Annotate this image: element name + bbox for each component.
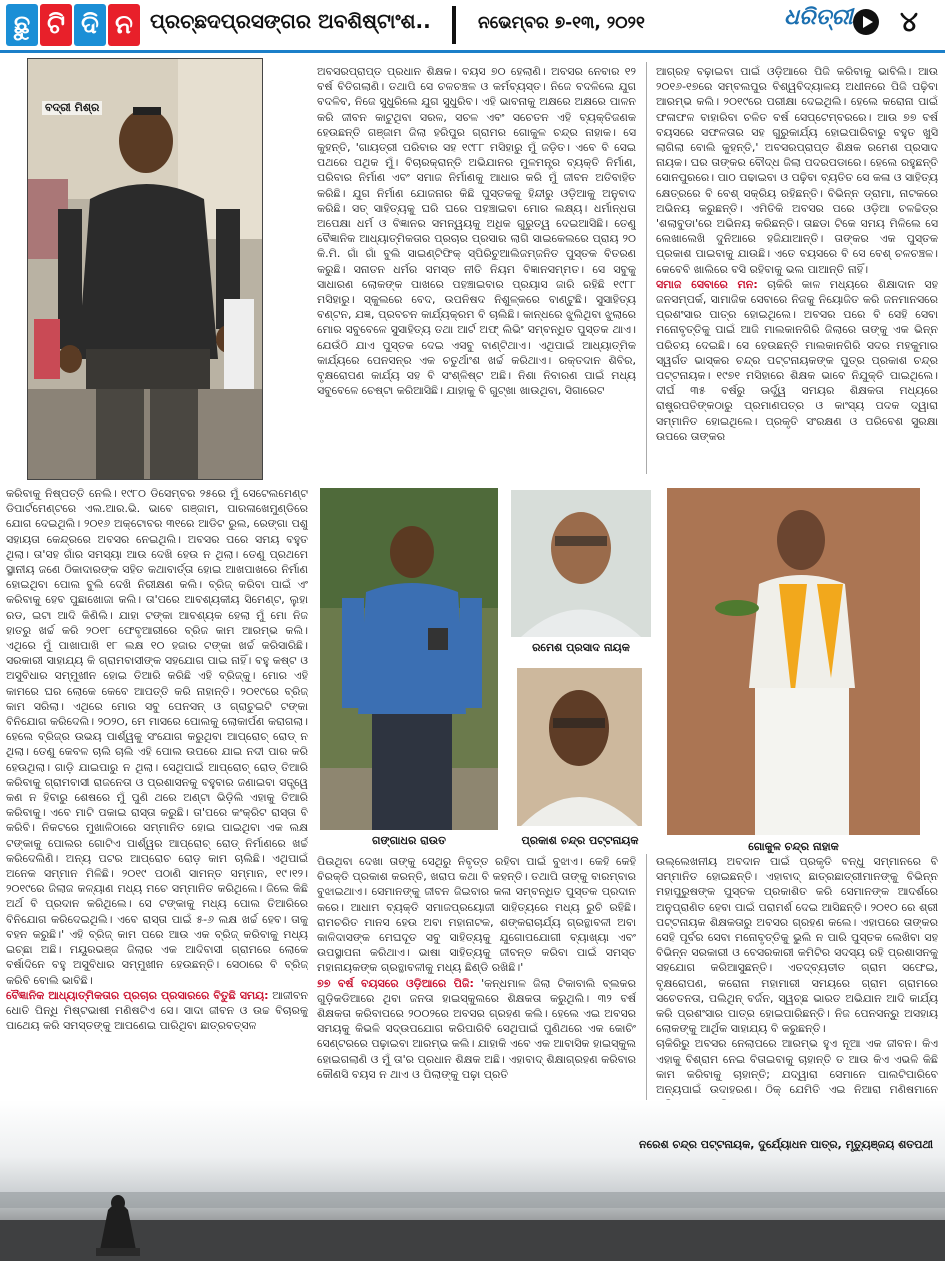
section-letter: ଟି [40,4,72,46]
article-column-mid-top [317,64,636,472]
photo-credits: ନରେଶ ଚନ୍ଦ୍ର ପଟ୍ଟନାୟକ, ଦୁର୍ଯ୍ୟୋଧନ ପାତ୍ର, ମୃତ୍ୟୁଞ୍ଜୟ ଶତପଥୀ [639,1138,933,1151]
paragraph: କରିବାକୁ ନିଷ୍ପତ୍ତି ନେଲି। ୧୯୮୦ ଡିସେମ୍ବର ୨୫ରେ ମୁଁ ସେଟେଲମେଣ୍ଟ ଡିପାର୍ଟମେଣ୍ଟରେ ଏଲ.ଆର.ଭି. ଭାବେ ଗଞ୍ଜାମ, ପାରଳାଖେମୁଣ୍ଡିରେ ଯୋଗ ଦେଇଥିଲି। ୨୦୧୬ ଅକ୍ଟୋବର ୩୧ରେ ଆଡିଟ ରୁଲ, ରେଙ୍ଗା ପଶୁ ସହାୟତା କେନ୍ଦ୍ରରେ ଅବସର ନେଇଥିଲି। ଅବସର ପରେ ସମୟ ବହୁତ ଥିଲା। ତା'ସହ ଗାଁର ସମସ୍ୟା ଆଉ ଦେଖି ହେଉ ନ ଥିଲା। ତେଣୁ ପ୍ରଥମେ ସ୍ଥାନୀୟ ଜଣେ ଠିକାଦାରଙ୍କ ସହିତ କଥାବାର୍ତ୍ତା ହୋଇ ଆଖପାଖରେ ନିର୍ମାଣ ହୋଇଥିବା ପୋଲ ବୁଲି ଦେଖି ନିରୀକ୍ଷଣ କଲି। ବ୍ରିଜ୍ କରିବା ପାଇଁ ଏଂ କରିବାକୁ ହେବ ପୁଛାଖୋଜା କଲି। ତା'ପରେ ଆବଶ୍ୟକୀୟ ସିମେଣ୍ଟ, ଲୁହା ରଡ, ଇଟା ଆଦି କିଣିଲି। ଯାହା ଟଙ୍କା ଆବଶ୍ୟକ ହେଲା ମୁଁ ମୋ ନିଜ ହାତରୁ ଖର୍ଚ୍ଚ କରି ୨୦୧୮ ଫେବୃଆରୀରେ ବ୍ରିଜ କାମ ଆରମ୍ଭ କଲି। ଏଥିରେ ମୁଁ ପାଖାପାଖି ୧୮ ଲକ୍ଷ ୧୦ ହଜାର ଟଙ୍କା ଖର୍ଚ୍ଚ କରିସାରିଛି। ସରକାରୀ ସାହାଯ୍ୟ କି ଗ୍ରାମବାସୀଙ୍କ ସହଯୋଗ ପାଇ ନାହିଁ। ବହୁ କଷ୍ଟ ଓ ଅସୁବିଧାର ସମ୍ମୁଖୀନ ହୋଇ ତିଆରି କରିଛି ଏହି ବ୍ରିଜ୍‌କୁ। ମୋର ଏହି କାମରେ ଘର ଲୋକେ କେବେ ଆପତ୍ତି କରି ନାହାନ୍ତି। ୨୦୧୯ରେ ବ୍ରିଜ୍ କାମ ସରିଲା। ଏଥିରେ ମୋର ସବୁ ପେନସନ୍ ଓ ଗ୍ରାଚୁଇଟି ଟଙ୍କା ବିନିଯୋଗ କରିଦେଲି। ୨୦୨୦, ମେ ମାସରେ ପୋଲକୁ ଲୋକାର୍ପଣ କରାଗଲା। ହେଲେ ବ୍ରିଜ୍‌ର ଉଭୟ ପାର୍ଶ୍ୱକୁ ସଂଯୋଗ କରୁଥିବା ଆପ୍ରୋଚ୍ ରୋଡ୍ ନ ଥିଲା। ତେଣୁ କେବଳ ଚାଲି ଚାଲି ଏହି ପୋଲ ଉପରେ ଯାଇ ନଦୀ ପାର କରି ହେଉଥିଲା। ଗାଡ଼ି ଯାଇପାରୁ ନ ଥିଲା। ସେଥିପାଇଁ ଆପ୍ରୋଚ୍ ରୋଡ୍ ତିଆରି କରିବାକୁ ଗ୍ରାମବାସୀ ରାଜନେତା ଓ ପ୍ରଶାସନକୁ ବହୁବାର ଜଣାଇବା ସତ୍ତ୍ୱେ କଣ ନ ହିବାରୁ ଶେଷରେ ମୁଁ ପୁଣି ଥରେ ଅଣ୍ଟା ଭିଡ଼ିଲି ଏହାକୁ ତିଆରି କରିବାକୁ। ଏବେ ମାଟି ପକାଇ ରାସ୍ତା କରୁଛି। ତା'ପରେ କଂକ୍ରିଟ ରାସ୍ତା ବି କରିବି। ନିକଟରେ ମୁଖାଳିଠାରେ ସମ୍ମାନିତ ହୋଇ ପାଇଥିବା ଏକ ଲକ୍ଷ ଟଙ୍କାକୁ ପୋଲର ଗୋଟିଏ ପାର୍ଶ୍ୱର ଆପ୍ରୋଚ୍ ରୋଡ୍ ନିର୍ମାଣରେ ଖର୍ଚ୍ଚ କରିଦେଲିଣି। ଅନ୍ୟ ପଟର ଆପ୍ରୋଚ ରୋଡ଼ କାମ ଚାଲିଛି। ଏଥିପାଇଁ ଅନେକ ସମ୍ମାନ ମିଳିଛି। ୨୦୧୯ ପଠାଣି ସାମନ୍ତ ସମ୍ମାନ, ୧୯।୧୨।୨୦୧୯ରେ ଜିଲାଜ କଳ୍ୟାଣ ମଧ୍ୟ ମଚେ ସମ୍ମାନିତ କରିଥିଲେ। ଜିଲେ କିଛି ଅର୍ଥ ବି ପ୍ରଦାନ କରିଥିଲେ। ସେ ଟଙ୍କାକୁ ମଧ୍ୟ ପୋଲ ତିଆରିରେ ବିନିଯୋଗ କରିଦେଇଥିଲି। ଏବେ ରାସ୍ତା ପାଇଁ ୫-୬ ଲକ୍ଷ ଖର୍ଚ୍ଚ ହେବ। ତାକୁ ବହନ କରୁଛି।' ଏହି ବ୍ରିଜ୍ କାମ ପରେ ଆଉ ଏକ ବ୍ରିଜ୍ କରିବାକୁ ମଧ୍ୟ ଇଚ୍ଛା ଅଛି। ମୟୂରଭଞ୍ଜ ଜିଲାର ଏକ ଆଦିବାସୀ ଗ୍ରାମରେ ଲୋକେ ବର୍ଷାଦିନେ ବହୁ ଅସୁବିଧାର ସମ୍ମୁଖୀନ ହେଉଛନ୍ତି। ସେଠାରେ ବି ବ୍ରିଜ୍ କରିବି ବୋଲି ଭାବିଛି। [6,487,308,987]
photo-caption: ପ୍ରକାଶ ଚନ୍ଦ୍ର ପଟ୍ଟନାୟକ [521,834,639,847]
subheading: ସମାଜ ସେବାରେ ମନ: [656,277,758,291]
section-letter: ନ [108,4,140,46]
article-column-right-bottom [656,854,938,1116]
paragraph: 'କନ୍ଧମାଳ ଜିଲା ଟିକାବାଲି ବ୍ଲକର ଗୁଡ଼ିକଡିଆରେ ଥିବା ଜନତା ହାଇସ୍କୁଲରେ ଶିକ୍ଷକତା କରୁଥିଲି। ୩୨ ବର୍ଷ ଶିକ୍ଷକତା କରିବାପରେ ୨୦୦୨ରେ ଅବସର ଗ୍ରହଣ କଲି। ହେଲେ ଏଇ ଅବସର ସମୟକୁ କିଭଳି ସଦ୍ଉପଯୋଗ କରିପାରିବି ସେଥିପାଇଁ ପୁଣିଥରେ ଏକ କୋଚିଂ ସେଣ୍ଟରରେ ପଢ଼ାଇବା ଆରମ୍ଭ କଲି। ଯାହାକି ଏବେ ଏକ ଆବାସିକ ହାଇସ୍କୁଲ ହୋଇଗଲାଣି ଓ ମୁଁ ତା'ର ପ୍ରଧାନ ଶିକ୍ଷକ ଅଛି। ଏହାବାଦ୍ ଶିକ୍ଷାଗ୍ରହଣ କରିବାର କୌଣସି ବୟସ ନ ଥାଏ ଓ ପିଲାଙ୍କୁ ପଢ଼ା ପ୍ରତି [317,976,636,1081]
subheading: ବୈଜ୍ଞାନିକ ଆଧ୍ୟାତ୍ମିକତାର ପ୍ରଚାର ପ୍ରସାରରେ ବିତୁଛି ସମୟ: [6,988,269,1002]
bottom-banner-photo [0,1100,945,1261]
photo-caption: ଗୋକୁଳ ଚନ୍ଦ୍ର ନାହାକ [748,840,839,853]
paragraph: ଉଲ୍ଲେଖନୀୟ ଅବଦାନ ପାଇଁ ପ୍ରକୃତି ବନ୍ଧୁ ସମ୍ମାନରେ ବି ସମ୍ମାନିତ ହୋଇଛନ୍ତି। ଏହାବାଦ୍ ଛାତ୍ରଛାତ୍ରୀମାନଙ୍କୁ ବିଭିନ୍ନ ମହାପୁରୁଷଙ୍କ ପୁସ୍ତକ ପ୍ରକାଶିତ କରି ସେମାନଙ୍କ ଆଦର୍ଶରେ ଅନୁପ୍ରାଣିତ ହେବା ପାଇଁ ପରାମର୍ଶ ଦେଇ ଆସିଛନ୍ତି। ୨୦୧୦ ରେ ଶ୍ରୀ ପଟ୍ଟନାୟକ ଶିକ୍ଷକତାରୁ ଅବସର ଗ୍ରହଣ କଲେ। ଏହାପରେ ତାଙ୍କର ସେହି ପୂର୍ବର ସେବା ମନୋବୃତ୍ତିକୁ ଭୁଲି ନ ପାରି ପୁସ୍ତକ ଲେଖିବା ସହ ବିଭିନ୍ନ ସରକାରୀ ଓ ବେସରକାରୀ କମିଟିର ସଦସ୍ୟ ରହି ପ୍ରଶାସନକୁ ସହଯୋଗ କରିଆସୁଛନ୍ତି। ଏତଦ୍‌ବ୍ୟତୀତ ଗ୍ରାମ ସଫେଇ, ବୃକ୍ଷରୋପଣ, କରୋନା ମହାମାରୀ ସମୟରେ ଗ୍ରାମ ଗ୍ରାମରେ ସଚେତନତା, ପଲିଥିନ୍ ବର୍ଜନ, ସ୍ୱଚ୍ଛ ଭାରତ ଅଭିଯାନ ଆଦି କାର୍ଯ୍ୟ କରି ପ୍ରଶଂସାର ପାତ୍ର ହୋଇପାରିଛନ୍ତି। ନିଜ ପେନସନ୍‌ରୁ ଅସହାୟ ଲୋକଙ୍କୁ ଆର୍ଥିକ ସାହାଯ୍ୟ ବି କରୁଛନ୍ତି। [656,855,938,1036]
column-divider [646,854,647,1130]
paragraph: ଚାକିରିରୁ ଅବସର ନେଲାପରେ ଆରମ୍ଭ ହୁଏ ନୂଆ ଏକ ଜୀବନ। କିଏ ଏହାକୁ ବିଶ୍ରାମ ନେଇ ବିତାଇବାକୁ ଚାହାନ୍ତି ତ ଆଉ କିଏ ଏଭଳି କିଛି କାମ କରିବାକୁ ଚାହାନ୍ତି; ଯଦ୍ୱାରା ସେମାନେ ପାଲଟିପାରିବେ ଅନ୍ୟପାଇଁ ଉଦାହରଣ। ଠିକ୍ ଯେମିତି ଏଇ ନିଆରା ମଣିଷମାନେ [656,1037,938,1097]
photo-badri-mishra [27,58,263,480]
photo-byline: ବଦ୍ରୀ ମିଶ୍ର [42,101,102,115]
brand-logo: ଧରିତ୍ରୀ [784,5,853,30]
paragraph: ଅବସରପ୍ରାପ୍ତ ପ୍ରଧାନ ଶିକ୍ଷକ। ବୟସ ୭୦ ହେଲାଣି। ଅବସର ନେବାର ୧୨ ବର୍ଷ ବିତିଗଲାଣି। ତଥାପି ସେ ଚଳଚଞ୍ଚଳ ଓ କର୍ମବ୍ୟସ୍ତ। ନିଜେ ବଦଳିଲେ ଯୁଗ ବଦଳିବ, ନିଜେ ସୁଧୁରିଲେ ଯୁଗ ସୁଧୁରିବ। ଏହି ଭାବନାକୁ ଅକ୍ଷରେ ଅକ୍ଷରେ ପାଳନ କରି ଜୀବନ କାଟୁଥିବା ସରଳ, ସଚଳ ଏବଂ ସଚେତନ ଏହି ବ୍ୟକ୍ତିଜଣକ ହେଉଛନ୍ତି ଗଞ୍ଜାମ ଜିଲା ହରିପୁର ଗ୍ରାମର ଗୋକୁଳ ଚନ୍ଦ୍ର ନାହାକ। ସେ କୁହନ୍ତି, 'ଗାୟତ୍ରୀ ପରିବାର ସହ ୧୯୮୮ ମସିହାରୁ ମୁଁ ଜଡ଼ିତ। ଏବେ ବି ସେଇ ପଥରେ ପଥିକ ମୁଁ। ବିଚାରକ୍ରାନ୍ତି ଅଭିଯାନର ମୁଳମନ୍ତ୍ର ବ୍ୟକ୍ତି ନିର୍ମାଣ, ପରିବାର ନିର୍ମାଣ ଏବଂ ସମାଜ ନିର୍ମାଣକୁ ଆଧାର କରି ମୁଁ ଜୀବନ ଅତିବାହିତ କରିଛି। ଯୁଗ ନିର୍ମାଣ ଯୋଜନାର କିଛି ପୁସ୍ତକକୁ ହିନ୍ଦୀରୁ ଓଡ଼ିଆକୁ ଅନୁବାଦ କରିଛି। ସତ୍ ସାହିତ୍ୟକୁ ଘରି ଘରେ ପହଞ୍ଚାଇବା ମୋର ଲକ୍ଷ୍ୟ। ଧର୍ମାନ୍ଧତା ଅପେକ୍ଷା ଧର୍ମ ଓ ବିଜ୍ଞାନର ସମନ୍ୱୟକୁ ଅଧିକ ଗୁରୁତ୍ୱ ଦେଇଆସିଛି। ତେଣୁ ବୈଜ୍ଞାନିକ ଆଧ୍ୟାତ୍ମିକତାର ପ୍ରଚାର ପ୍ରସାର ଲାଗି ସାଇକେଲରେ ପ୍ରାୟ ୨୦ କି.ମି. ଗାଁ ଗାଁ ବୁଲି ସାଇଣ୍ଟିଫିକ୍ ସ୍ପିରିଚୁଆଲିଜମ୍‌ଜନିତ ପୁସ୍ତକ ବିତରଣ କରୁଛି। ସନାତନ ଧର୍ମର ସମସ୍ତ ନୀତି ନିୟମ ବିଜ୍ଞାନସମ୍ମତ। ସେ ସବୁକୁ ସାଧାରଣ ଲୋକଙ୍କ ପାଖରେ ପହଞ୍ଚାଇବାର ପ୍ରୟାସ ଜାରି ରହିଛି ୧୯୮୮ ମସିହାରୁ। ସ୍କୁଲରେ ବେଦ, ଉପନିଷଦ ନିଶୁଳ୍କରେ ବାଣ୍ଟୁଛି। ସୁସାହିତ୍ୟ ବଣ୍ଟନ, ଯଜ୍ଞ, ପ୍ରବଚନ କାର୍ଯ୍ୟକ୍ରମ ବି ଚାଲିଛି। କାନ୍ଧରେ ଝୁଲିଥିବା ଝୁଲାରେ ମୋର ସବୁବେଳେ ସୁସାହିତ୍ୟ ତଥା ଆର୍ଟ ଅଫ୍ ଲିଭିଂ ସମ୍ବନ୍ଧିତ ପୁସ୍ତକ ଥାଏ। ଯେଉଁଠି ଯାଏ ପୁସ୍ତକ ଦେଇ ଏସବୁ ବାଣ୍ଟିଥାଏ। ଏଥିପାଇଁ ଆଧ୍ୟାତ୍ମିକ କାର୍ଯ୍ୟରେ ପେନସନ୍‌ର ଏକ ଚତୁର୍ଥାଂଶ ଖର୍ଚ୍ଚ କରିଥାଏ। ରକ୍ତଦାନ ଶିବିର, ବୃକ୍ଷରୋପଣ କାର୍ଯ୍ୟ ସହ ବି ସଂଶ୍ଳିଷ୍ଟ ଅଛି। ନିଶା ନିବାରଣ ପାଇଁ ମଧ୍ୟ ସବୁବେଳେ ଚେଷ୍ଟା କରିଆସିଛି। ଯାହାକୁ ବି ଗୁଟ୍‌ଖା ଖାଉଥିବା, ସିଗାରେଟ [317,65,636,398]
photo-gokul-chandra-nahak [667,488,920,835]
paragraph: ଆଜୀବନ ଧୋତି ପିନ୍ଧି ମିଷ୍ଟଭାଷୀ ମଣିଷଟିଏ ସେ। ସାଦା ଜୀବନ ଓ ଉଚ୍ଚ ବିଚାରକୁ ପାଥେୟ କରି ସମସ୍ତଙ୍କୁ ଆପଣେଇ ପାରିଥିବା ଛାତ୍ରବତ୍ସଳ [6,988,308,1033]
header-divider [452,6,456,44]
photo-gangadhar-raut [320,488,498,830]
photo-prakash-chandra-pattnayak [517,668,642,826]
header-date: ନଭେମ୍ବର ୭-୧୩, ୨୦୨୧ [478,13,645,33]
play-icon [853,9,879,35]
subheading: ୭୭ ବର୍ଷ ବୟସରେ ଓଡ଼ିଆରେ ପିଜି: [317,976,474,990]
header-rule [0,50,945,53]
page-number: ୪ [900,5,918,38]
section-letter: ଦି [74,4,106,46]
section-letter: ଛୁ [6,4,38,46]
page-header [0,0,945,50]
article-column-left-bottom [6,486,308,1136]
header-title: ପ୍ରଚ୍ଛଦପ୍ରସଙ୍ଗର ଅବଶିଷ୍ଟାଂଶ.. [150,9,431,33]
article-column-mid-bottom [317,854,636,1130]
paragraph: ଆଗ୍ରହ ବଢ଼ାଇବା ପାଇଁ ଓଡ଼ିଆରେ ପିଜି କରିବାକୁ ଭାବିଲି। ଆଉ ୨୦୧୬-୧୭ରେ ସମ୍ବଲପୁର ବିଶ୍ୱବିଦ୍ୟାଳୟ ଅଧୀନରେ ପିଜି ପଢ଼ିବା ଆରମ୍ଭ କଲି। ୨୦୧୯ରେ ପରୀକ୍ଷା ଦେଇଥିଲି। ହେଲେ କରୋନା ପାଇଁ ଫଳାଫଳ ବାହାରିବା ଚଳିତ ବର୍ଷ ସେପ୍ଟେମ୍ବରରେ। ଆଉ ୭୭ ବର୍ଷ ବୟସରେ ସଫଳତାର ସହ ଗୁରୁକାର୍ଯ୍ୟ ହୋଇପାରିବାରୁ ବହୁତ ଖୁସି ଲାଗିଲା ବୋଲି କୁହନ୍ତି,' ଅବସରପ୍ରାପ୍ତ ଶିକ୍ଷକ ରମେଶ ପ୍ରସାଦ ନାୟକ। ଘର ତାଙ୍କର ବୌଦ୍ଧ ଜିଲା ପଦରପଡାରେ। ହେଲେ ରହୁଛନ୍ତି ସୋନପୁରରେ। ପାଠ ପଢାଇବା ଓ ପଢ଼ିବା ବ୍ୟତିତ ସେ କଳା ଓ ସାହିତ୍ୟ କ୍ଷେତ୍ରରେ ବି ବେଶ୍ ସକ୍ରିୟ ରହିଛନ୍ତି। ବିଭିନ୍ନ ଡ୍ରାମା, ନାଟକରେ ଅଭିନୟ କରୁଛନ୍ତି। ଏମିତିକି ଅବସର ପରେ ଓଡ଼ିଆ ଚଳଚ୍ଚିତ୍ର 'ଶଲାବୁଡା'ରେ ଅଭିନୟ କରିଛନ୍ତି। ତାଛଡା ଟିକେ ସମୟ ମିଳିଲେ ସେ ଲେଖାଲେଖି ଦୁନିଆରେ ହଜିଯାଆନ୍ତି। ତାଙ୍କର ଏକ ପୁସ୍ତକ ପ୍ରକାଶ ପାଇବାକୁ ଯାଉଛି। ଏତେ ବୟସରେ ବି ସେ ବେଶ୍ ଚଳଚଞ୍ଚଳ। କେବେବି ଖାଲିରେ ବସି ରହିବାକୁ ଭଲ ପାଆନ୍ତି ନାହିଁ। [656,65,938,276]
photo-caption: ରମେଶ ପ୍ରସାଦ ନାୟକ [532,641,630,654]
photo-caption: ଗଙ୍ଗାଧର ରାଉତ [372,834,446,847]
section-logo [6,4,140,46]
column-divider [646,62,647,474]
photo-ramesh-prasad-nayak [511,490,651,637]
paragraph: ଚାକିରି କାଳ ମଧ୍ୟରେ ଶିକ୍ଷାଦାନ ସହ ଜନସମ୍ପର୍କ, ସାମାଜିକ ସେବାରେ ନିଜକୁ ନିୟୋଜିତ କରି ଜନମାନସରେ ପ୍ରଶଂସାର ପାତ୍ର ହୋଇଥିଲେ। ଅବସର ପରେ ବି ସେହି ସେବା ମନୋବୃତ୍ତିକୁ ପାଇଁ ଆଜି ମାଲକାନଗିରି ଜିଲାରେ ତାଙ୍କୁ ଏକ ଭିନ୍ନ ପରିଚୟ ଦେଇଛି। ସେ ହେଉଛନ୍ତି ମାଲକାନଗିରି ସଦର ମହକୁମାର ସ୍ୱର୍ଗତ ଭାସ୍କର ଚନ୍ଦ୍ର ପଟ୍ଟନାୟକଙ୍କ ପୁତ୍ର ପ୍ରକାଶ ଚନ୍ଦ୍ର ପଟ୍ଟନାୟକ। ୧୯୭୧ ମସିହାରେ ଶିକ୍ଷକ ଭାବେ ନିଯୁକ୍ତି ପାଇଥିଲେ। ଦୀର୍ଘ ୩୫ ବର୍ଷରୁ ଊର୍ଦ୍ଧ୍ୱ ସମୟର ଶିକ୍ଷକତା ମଧ୍ୟରେ ରାଷ୍ଟ୍ରପତିଙ୍କଠାରୁ ପ୍ରମାଣପତ୍ର ଓ କାଂସ୍ୟ ପଦକ ଦ୍ୱାରା ସମ୍ମାନିତ ହୋଇଥିଲେ। ପ୍ରକୃତି ସଂରକ୍ଷଣ ଓ ପରିବେଶ ସୁରକ୍ଷା ଉପରେ ତାଙ୍କର [656,277,938,443]
paragraph: ପିଉଥିବା ଦେଖା ତାଙ୍କୁ ସେଥିରୁ ନିବୃତ୍ତ ରହିବା ପାଇଁ ବୁଝାଏ। କେହି କେହି ବିରକ୍ତି ପ୍ରକାଶ କରନ୍ତି, ଖରାପ କଥା ବି କହନ୍ତି। ତଥାପି ତାଙ୍କୁ ବାରମ୍ବାର ବୁଝାଇଥାଏ। ସେମାନଙ୍କୁ ଜୀବନ ଜିଇବାର କଳା ସମ୍ବନ୍ଧିତ ପୁସ୍ତକ ପ୍ରଦାନ କରେ। ଆଧାମ ବ୍ୟକ୍ତି ସମାଜପ୍ରୟୋଜୀ ସାହିତ୍ୟରେ ମଧ୍ୟ ରୁଚି ରହିଛି। ରାମଚରିତ ମାନସ ହେଉ ଅବା ମହାନାଟକ, ଶଙ୍କରାଚାର୍ଯ୍ୟ ଗ୍ରନ୍ଥାବଳୀ ଅବା କାଳିଦାସଙ୍କ ମେଘଦୂତ ସବୁ ସାହିତ୍ୟକୁ ଯୁଗୋପଯୋଗୀ ବ୍ୟାଖ୍ୟା ଏବଂ ଉପସ୍ଥାପନା କରିଥାଏ। ଭାଷା ସାହିତ୍ୟକୁ ଜୀବନ୍ତ କରିବା ପାଇଁ ସମସ୍ତ ମହାନାୟକଙ୍କ ଗ୍ରନ୍ଥାବଳୀକୁ ମଧ୍ୟ ଛିଣ୍ଡି ରଖିଛି।' [317,855,636,975]
article-column-right-top [656,64,938,472]
